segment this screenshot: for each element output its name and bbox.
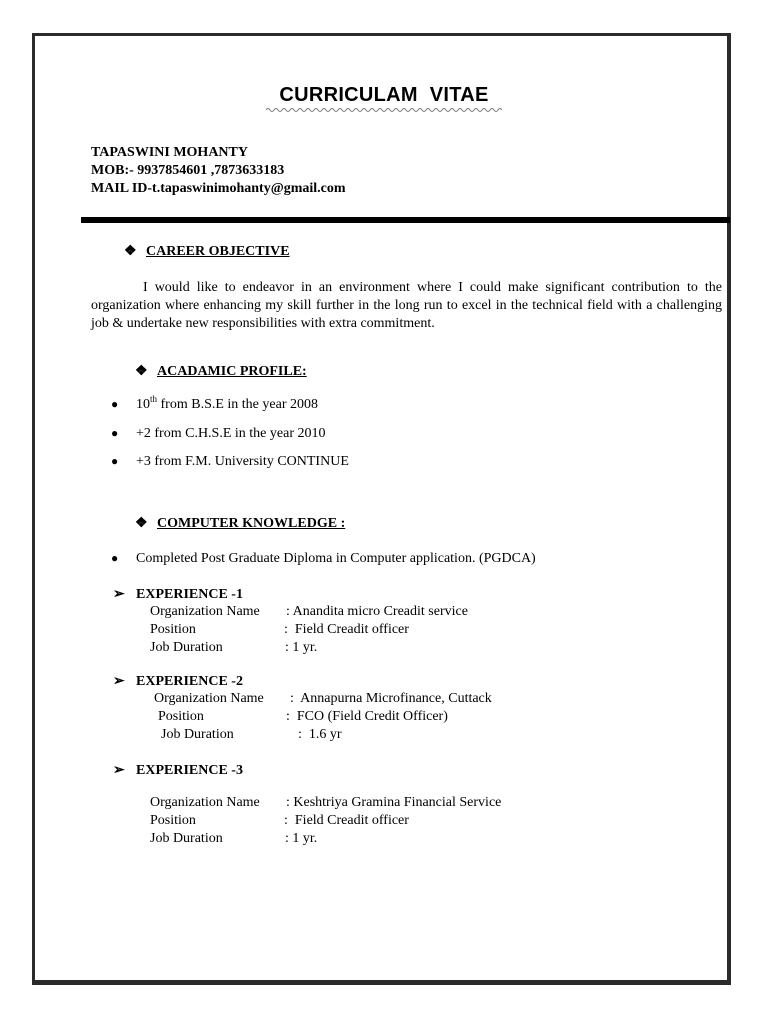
- exp1-org-label: Organization Name: [150, 604, 260, 619]
- exp2-duration-label: Job Duration: [161, 727, 234, 742]
- exp2-position-label: Position: [158, 709, 204, 724]
- academic-item: ● +2 from C.H.S.E in the year 2010: [111, 426, 326, 441]
- computer-knowledge-heading: ❖ COMPUTER KNOWLEDGE :: [135, 516, 346, 531]
- email-address: MAIL ID-t.tapaswinimohanty@gmail.com: [91, 181, 346, 196]
- exp1-duration-value: : 1 yr.: [285, 640, 318, 655]
- exp2-org-label: Organization Name: [154, 691, 264, 706]
- career-objective-heading: ❖ CAREER OBJECTIVE: [124, 244, 290, 259]
- bullet-icon: ●: [111, 426, 119, 440]
- exp1-position-label: Position: [150, 622, 196, 637]
- spellcheck-underline: [266, 107, 502, 113]
- exp2-duration-value: : 1.6 yr: [298, 727, 342, 742]
- exp2-position-value: : FCO (Field Credit Officer): [286, 709, 448, 724]
- diamond-bullet-icon: ❖: [124, 244, 137, 259]
- exp3-duration-value: : 1 yr.: [285, 831, 318, 846]
- career-objective-text: I would like to endeavor in an environment where I could make significant contribution to the organization where enhancing my skill further in the long run to excel in the technical field with a challenging job & undertake new responsibilities with extra commitment.: [91, 280, 722, 331]
- experience-3-heading: ➢ EXPERIENCE -3: [113, 763, 243, 778]
- academic-profile-heading: ❖ ACADAMIC PROFILE:: [135, 364, 307, 379]
- bullet-icon: ●: [111, 397, 119, 411]
- title-text: CURRICULAM VITAE: [279, 84, 489, 106]
- exp1-org-value: : Anandita micro Creadit service: [286, 604, 468, 619]
- bullet-icon: ●: [111, 551, 119, 565]
- mobile-numbers: MOB:- 9937854601 ,7873633183: [91, 163, 285, 178]
- exp1-position-value: : Field Creadit officer: [284, 622, 409, 637]
- exp3-org-value: : Keshtriya Gramina Financial Service: [286, 795, 502, 810]
- academic-item: ● +3 from F.M. University CONTINUE: [111, 454, 349, 469]
- document-title: [0, 84, 768, 113]
- experience-1-heading: ➢ EXPERIENCE -1: [113, 587, 243, 602]
- arrow-bullet-icon: ➢: [113, 763, 125, 778]
- computer-item: ● Completed Post Graduate Diploma in Computer application. (PGDCA): [111, 551, 536, 566]
- exp3-position-label: Position: [150, 813, 196, 828]
- academic-item: ● 10th from B.S.E in the year 2008: [111, 394, 318, 412]
- bullet-icon: ●: [111, 454, 119, 468]
- exp1-duration-label: Job Duration: [150, 640, 223, 655]
- experience-2-heading: ➢ EXPERIENCE -2: [113, 674, 243, 689]
- arrow-bullet-icon: ➢: [113, 674, 125, 689]
- exp3-duration-label: Job Duration: [150, 831, 223, 846]
- contact-block: [91, 144, 346, 198]
- exp3-position-value: : Field Creadit officer: [284, 813, 409, 828]
- candidate-name: TAPASWINI MOHANTY: [91, 145, 248, 160]
- diamond-bullet-icon: ❖: [135, 516, 148, 531]
- header-divider: [81, 217, 730, 223]
- diamond-bullet-icon: ❖: [135, 364, 148, 379]
- arrow-bullet-icon: ➢: [113, 587, 125, 602]
- exp3-org-label: Organization Name: [150, 795, 260, 810]
- exp2-org-value: : Annapurna Microfinance, Cuttack: [290, 691, 492, 706]
